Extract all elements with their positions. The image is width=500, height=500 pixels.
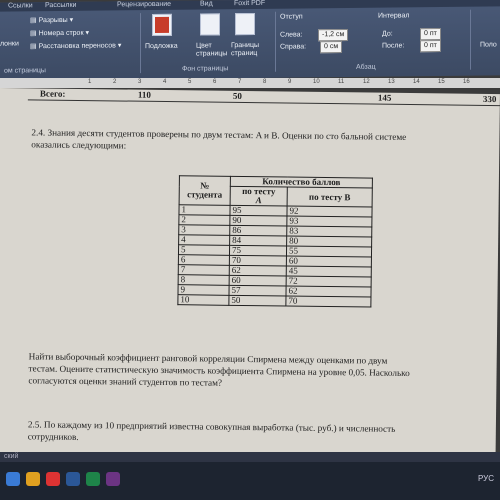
test-a-score-cell: 70 [229,255,286,266]
spacing-before-input[interactable]: 0 пт [420,28,441,40]
student-number-cell: 4 [179,235,230,246]
tab-review[interactable]: Рецензирование [117,0,172,9]
line-numbers-label: Номера строк [38,29,84,38]
test-b-score-cell: 45 [286,266,371,277]
table-header-test-a [230,186,287,206]
spacing-title: Интервал [378,12,410,20]
test-b-score-cell: 93 [287,216,372,227]
student-number-cell: 1 [179,205,230,216]
test-b-score-cell: 70 [286,296,371,307]
page-borders-button[interactable]: Границы страниц [231,41,259,58]
student-number-cell: 7 [178,265,229,276]
watermark-icon[interactable] [152,14,172,36]
test-b-score-cell: 80 [287,236,372,247]
task-2-5-line: сотрудников. [27,431,79,442]
columns-button-label[interactable]: лонки [0,40,19,48]
question-line: тестам. Оцените статистическую значимость коэффициента Спирмена на уровне 0,05. Насколько [28,363,410,379]
test-a-score-cell: 60 [229,275,286,286]
test-a-score-cell: 90 [230,215,287,226]
breaks-button[interactable]: ▤ Разрывы ▾ [30,16,74,25]
table-header-group: Количество баллов [230,176,372,188]
ruler-tick-label: 12 [363,79,370,85]
page-color-icon[interactable] [200,13,220,35]
test-b-score-cell: 92 [287,206,372,217]
header-text: № [200,180,210,191]
ruler-tick-label: 14 [413,79,420,85]
hyphenation-button[interactable]: ▤ Расстановка переносов ▾ [30,42,122,51]
status-bar [0,452,500,462]
question-line: Найти выборочный коэффициент ранговой корреляции Спирмена между оценками по двум [28,351,388,366]
ruler-tick-label: 4 [163,79,167,85]
task-2-4-line: оказались следующими: [31,139,127,151]
test-b-score-cell: 83 [287,226,372,237]
ruler-tick-label: 15 [438,79,445,85]
page-setup-group-label: ом страницы [4,67,46,75]
hyphenation-label: Расстановка переносов [38,42,116,51]
student-number-cell: 8 [178,275,229,286]
horizontal-ruler[interactable] [0,78,500,88]
explorer-icon[interactable] [26,472,40,486]
spacing-before-label: До: [382,30,393,38]
task-2-5-line: 2.5. По каждому из 10 предприятий известна совокупная выработка (тыс. руб.) и численность [27,419,396,434]
test-a-score-cell: 86 [230,225,287,236]
ruler-tick-label: 11 [338,79,345,85]
ribbon-tabs [0,0,500,12]
test-b-score-cell: 72 [286,276,371,287]
document-page [0,88,500,462]
paragraph-group-label: Абзац [356,63,376,71]
total-cell: 145 [377,92,392,103]
test-a-score-cell: 57 [229,285,286,296]
ruler-tick-label: 1 [88,79,92,85]
total-cell: 110 [137,89,152,100]
test-a-score-cell: 84 [230,235,287,246]
tray-language[interactable]: РУС [477,474,494,483]
table-row [178,295,371,307]
position-button[interactable]: Поло [480,41,497,49]
start-icon[interactable] [6,472,20,486]
header-text: A [255,195,262,206]
tab-mailings[interactable]: Рассылки [45,1,77,10]
ruler-tick-label: 7 [238,79,242,85]
ribbon-separator [140,13,141,73]
spacing-after-input[interactable]: 0 пт [420,40,441,52]
taskbar [0,462,500,500]
total-cell: 50 [232,90,242,101]
watermark-glyph-icon [155,17,169,33]
student-number-cell: 9 [178,285,229,296]
breaks-label: Разрывы [38,16,68,25]
ribbon-separator [275,12,276,72]
page-color-button[interactable]: Цвет страницы [196,42,228,58]
browser-icon[interactable] [46,472,60,486]
line-numbers-button[interactable]: ▤ Номера строк ▾ [30,29,89,38]
ribbon-separator [470,10,471,70]
spacing-after-label: После: [382,42,405,50]
indent-left-input[interactable]: -1,2 см [318,29,348,41]
excel-icon[interactable] [86,472,100,486]
question-line: согласуются оценки знаний студентов по тестам? [28,375,223,388]
page-background-group-label: Фон страницы [182,65,229,73]
test-a-score-cell: 75 [229,245,286,256]
grades-table [177,175,373,307]
header-text: по тесту [242,185,276,197]
status-language: ский [4,453,19,460]
ribbon [0,0,500,81]
ruler-tick-label: 3 [138,79,142,85]
indent-right-label: Справа: [280,43,307,51]
test-a-score-cell: 50 [229,295,286,306]
test-b-score-cell: 62 [286,286,371,297]
ruler-tick-label: 6 [213,79,217,85]
app-icon[interactable] [106,472,120,486]
ruler-tick-label: 16 [463,79,470,85]
ruler-tick-label: 10 [313,79,320,85]
page-borders-icon[interactable] [235,13,255,35]
watermark-button[interactable]: Подложка [145,42,178,51]
test-b-score-cell: 60 [286,256,371,267]
header-text: студента [187,189,223,200]
indent-left-label: Слева: [280,31,303,39]
test-a-score-cell: 62 [229,265,286,276]
student-number-cell: 10 [178,295,229,306]
table-header-student [179,176,230,206]
ruler-tick-label: 8 [263,79,267,85]
task-2-4-line: 2.4. Знания десяти студентов проверены по двум тестам: A и B. Оценки по сто бальной системе [31,127,407,142]
student-number-cell: 6 [178,255,229,266]
student-number-cell: 2 [179,215,230,226]
tab-references[interactable]: Ссылки [8,2,33,10]
ruler-tick-label: 5 [188,79,192,85]
tab-view[interactable]: Вид [200,0,213,8]
test-a-score-cell: 95 [230,205,287,216]
ruler-tick-label: 9 [288,79,292,85]
word-icon[interactable] [66,472,80,486]
total-label: Всего: [39,88,66,99]
ruler-tick-label: 2 [113,79,117,85]
table-header-test-b: по тесту B [287,187,372,207]
indent-title: Отступ [280,13,303,21]
student-number-cell: 3 [179,225,230,236]
total-cell: 330 [482,93,497,105]
ruler-tick-label: 13 [388,79,395,85]
tab-foxit[interactable]: Foxit PDF [234,0,266,8]
test-b-score-cell: 55 [286,246,371,257]
student-number-cell: 5 [178,245,229,256]
previous-table-total-row [28,88,500,106]
indent-right-input[interactable]: 0 см [320,41,342,53]
